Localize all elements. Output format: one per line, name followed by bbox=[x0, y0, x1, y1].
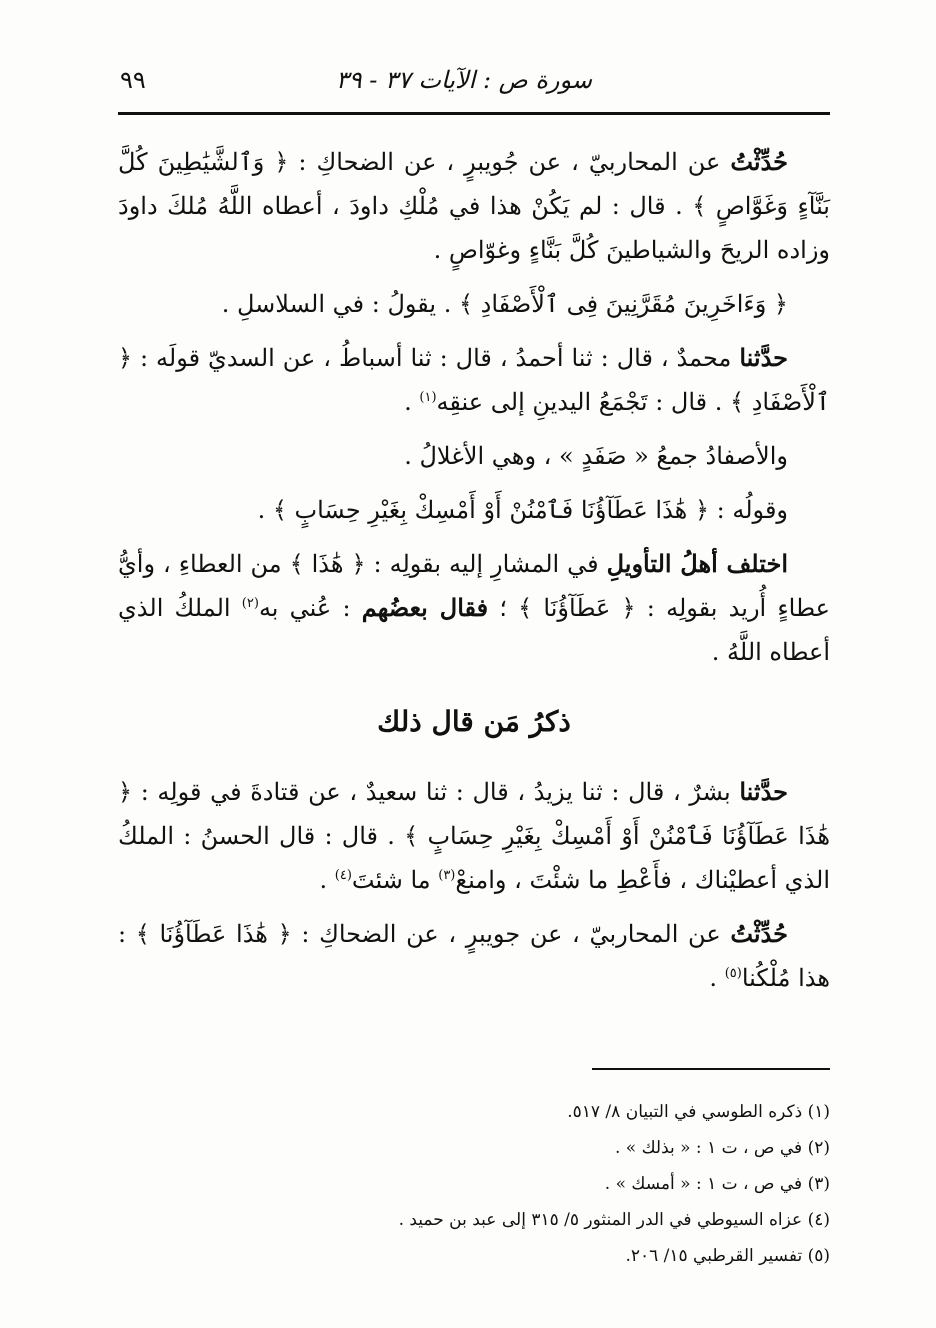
paragraph-text: ﴿ وَءَاخَرِينَ مُقَرَّنِينَ فِى ٱلْأَصْفَادِ ﴾ . يقولُ : في السلاسلِ . bbox=[221, 290, 788, 318]
footnote-item: (٤) عزاه السيوطي في الدر المنثور ٥/ ٣١٥ إلى عبد بن حميد . bbox=[398, 1210, 830, 1230]
paragraph-end: . bbox=[709, 964, 725, 992]
paragraph-lead: اختلف أهلُ التأويلِ bbox=[606, 549, 788, 578]
paragraph-lead: حُدِّثْتُ bbox=[730, 147, 788, 176]
page-number: ٩٩ bbox=[120, 66, 146, 94]
running-title: سورة ص : الآيات ٣٧ - ٣٩ bbox=[335, 66, 592, 94]
paragraph-3 bbox=[118, 336, 830, 424]
footnotes bbox=[118, 1094, 830, 1274]
paragraph-text: بشرٌ ، قال : ثنا يزيدُ ، قال : ثنا سعيدٌ ، عن قتادةَ في قولِه : ﴿ هَٰذَا عَطَآؤُنَا فَٱمْنُنْ أَوْ أَمْسِكْ بِغَيْرِ حِسَابٍ ﴾ . قال : قال الحسنُ : الملكُ الذي أعطيْناك ، فأَعْطِ ما شئْتَ ، وامنعْ bbox=[118, 778, 830, 894]
paragraph-lead: حُدِّثْتُ bbox=[730, 919, 788, 948]
footnote-item: (٣) في ص ، ت ١ : « أمسك » . bbox=[604, 1174, 830, 1194]
paragraph-text: وقولُه : ﴿ هَٰذَا عَطَآؤُنَا فَٱمْنُنْ أَوْ أَمْسِكْ بِغَيْرِ حِسَابٍ ﴾ . bbox=[257, 496, 788, 524]
paragraph-text: عن المحاربيّ ، عن جُويبرٍ ، عن الضحاكِ : ﴿ وَٱلشَّيَٰطِينَ كُلَّ بَنَّآءٍ وَغَوَّاصٍ ﴾ . قال : لم يَكُنْ هذا في مُلْكِ داودَ ، أعطاه اللَّهُ مُلكَ داودَ وزاده الريحَ والشياطينَ كُلَّ بَنَّاءٍ وغوّاصٍ . bbox=[118, 148, 830, 264]
header-rule bbox=[118, 112, 830, 115]
footnote-item: (٥) تفسير القرطبي ١٥/ ٢٠٦. bbox=[625, 1246, 830, 1266]
paragraph-lead: حدَّثنا bbox=[739, 777, 788, 806]
paragraph-text: : عُني به bbox=[258, 594, 362, 622]
paragraph-2 bbox=[118, 282, 830, 326]
paragraph-lead: حدَّثنا bbox=[739, 343, 788, 372]
paragraph-4 bbox=[118, 434, 830, 478]
paragraph-text: والأصفادُ جمعُ « صَفَدٍ » ، وهي الأغلالُ . bbox=[404, 442, 788, 470]
paragraph-text: عن المحاربيّ ، عن جويبرٍ ، عن الضحاكِ : ﴿ هَٰذَا عَطَآؤُنَا ﴾ : هذا مُلْكُنا bbox=[118, 920, 830, 992]
paragraph-end: . bbox=[319, 866, 335, 894]
paragraph-1 bbox=[118, 140, 830, 272]
paragraph-text: الملكُ الذي أعطاه اللَّهُ . bbox=[118, 594, 830, 666]
paragraph-7 bbox=[118, 770, 830, 902]
footnote-marker: (١) bbox=[419, 390, 437, 405]
page-header bbox=[118, 62, 830, 108]
paragraph-text: محمدٌ ، قال : ثنا أحمدُ ، قال : ثنا أسباطُ ، عن السديّ قولَه : ﴿ ٱلْأَصْفَادِ ﴾ . قال : تَجْمَعُ اليدينِ إلى عنقِه bbox=[118, 344, 830, 416]
footnote-item: (٢) في ص ، ت ١ : « بذلك » . bbox=[614, 1138, 830, 1158]
footnote-marker: (٤) bbox=[334, 868, 352, 883]
section-heading: ذكرُ مَن قال ذلك bbox=[377, 705, 571, 738]
paragraph-text: ما شئتَ bbox=[351, 866, 439, 894]
paragraph-8 bbox=[118, 912, 830, 1000]
footnote-marker: (٢) bbox=[241, 596, 259, 611]
footnote-marker: (٥) bbox=[724, 966, 742, 981]
main-text bbox=[118, 140, 830, 1010]
paragraph-text: في المشارِ إليه بقولِه : ﴿ هَٰذَا ﴾ من العطاءِ ، وأيُّ عطاءٍ أُريد بقولِه : ﴿ عَطَآؤُنَا ﴾ ؛ bbox=[118, 550, 831, 622]
paragraph-5 bbox=[118, 488, 830, 532]
footnote-item: (١) ذكره الطوسي في التبيان ٨/ ٥١٧. bbox=[567, 1102, 830, 1122]
paragraph-lead-2: فقال بعضُهم bbox=[361, 593, 489, 622]
paragraph-6 bbox=[118, 542, 830, 674]
footnote-marker: (٣) bbox=[438, 868, 456, 883]
paragraph-end: . bbox=[404, 388, 420, 416]
footnote-rule bbox=[592, 1068, 830, 1070]
